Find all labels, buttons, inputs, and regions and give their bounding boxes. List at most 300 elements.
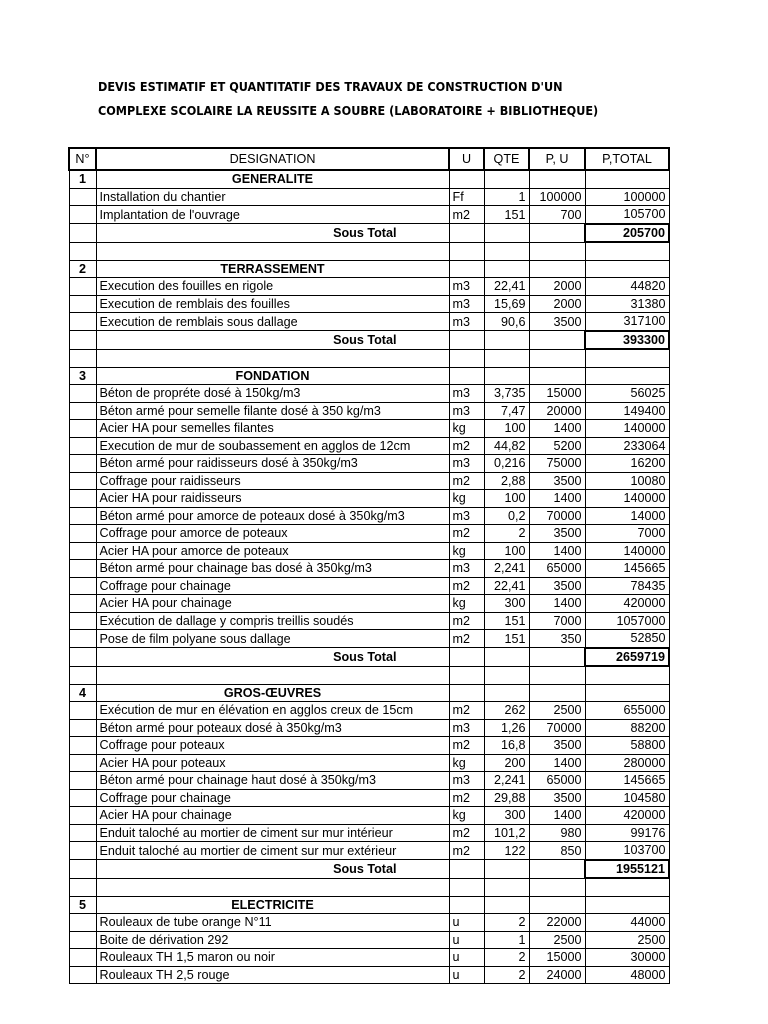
table-row — [69, 931, 669, 949]
item-quantity: 15,69 — [484, 295, 529, 313]
item-quantity: 1 — [484, 931, 529, 949]
item-unit-price: 70000 — [529, 507, 585, 525]
item-quantity: 22,41 — [484, 278, 529, 296]
item-quantity: 101,2 — [484, 824, 529, 842]
item-unit-price: 75000 — [529, 455, 585, 473]
item-designation: Execution de remblais des fouilles — [96, 295, 449, 313]
empty-cell — [69, 595, 96, 613]
table-row — [69, 525, 669, 543]
empty-cell — [529, 260, 585, 278]
item-quantity: 2 — [484, 914, 529, 932]
table-row — [69, 313, 669, 331]
empty-cell — [449, 170, 484, 188]
item-designation: Exécution de mur en élévation en agglos creux de 15cm — [96, 702, 449, 720]
empty-cell — [585, 684, 669, 702]
item-unit: m2 — [449, 437, 484, 455]
item-designation: Acier HA pour chainage — [96, 595, 449, 613]
empty-cell — [69, 188, 96, 206]
table-row — [69, 278, 669, 296]
item-designation: Pose de film polyane sous dallage — [96, 630, 449, 648]
item-designation: Execution de mur de soubassement en agglos de 12cm — [96, 437, 449, 455]
item-total-price: 140000 — [585, 542, 669, 560]
table-row — [69, 595, 669, 613]
item-designation: Boite de dérivation 292 — [96, 931, 449, 949]
table-row — [69, 420, 669, 438]
header-total-price: P,TOTAL — [585, 148, 669, 170]
item-unit: u — [449, 931, 484, 949]
empty-cell — [69, 402, 96, 420]
spacer-cell — [585, 349, 669, 367]
item-unit: m2 — [449, 702, 484, 720]
item-total-price: 103700 — [585, 842, 669, 860]
empty-cell — [69, 737, 96, 755]
item-quantity: 7,47 — [484, 402, 529, 420]
item-designation: Béton armé pour amorce de poteaux dosé à 350kg/m3 — [96, 507, 449, 525]
item-unit-price: 3500 — [529, 577, 585, 595]
item-designation: Acier HA pour chainage — [96, 807, 449, 825]
item-quantity: 100 — [484, 420, 529, 438]
empty-cell — [69, 560, 96, 578]
subtotal-label: Sous Total — [96, 860, 449, 879]
item-designation: Béton de propréte dosé à 150kg/m3 — [96, 385, 449, 403]
subtotal-value: 393300 — [585, 331, 669, 350]
item-quantity: 44,82 — [484, 437, 529, 455]
table-row — [69, 824, 669, 842]
item-unit-price: 1400 — [529, 420, 585, 438]
spacer-cell — [96, 878, 449, 896]
spacer-cell — [529, 666, 585, 684]
item-designation: Execution de remblais sous dallage — [96, 313, 449, 331]
item-quantity: 151 — [484, 206, 529, 224]
item-total-price: 140000 — [585, 490, 669, 508]
item-total-price: 99176 — [585, 824, 669, 842]
section-number: 2 — [69, 260, 96, 278]
item-designation: Acier HA pour semelles filantes — [96, 420, 449, 438]
item-unit-price: 350 — [529, 630, 585, 648]
section-spacer — [69, 242, 669, 260]
empty-cell — [585, 260, 669, 278]
header-unit: U — [449, 148, 484, 170]
item-designation: Coffrage pour raidisseurs — [96, 472, 449, 490]
header-num: N° — [69, 148, 96, 170]
item-designation: Implantation de l'ouvrage — [96, 206, 449, 224]
empty-cell — [69, 702, 96, 720]
item-total-price: 88200 — [585, 719, 669, 737]
item-designation: Béton armé pour chainage haut dosé à 350kg/m3 — [96, 772, 449, 790]
item-unit-price: 850 — [529, 842, 585, 860]
subtotal-value: 2659719 — [585, 648, 669, 667]
item-unit-price: 22000 — [529, 914, 585, 932]
item-unit-price: 5200 — [529, 437, 585, 455]
table-row — [69, 188, 669, 206]
empty-cell — [69, 385, 96, 403]
table-row — [69, 807, 669, 825]
section-number: 4 — [69, 684, 96, 702]
item-unit: m2 — [449, 525, 484, 543]
empty-cell — [529, 170, 585, 188]
item-total-price: 58800 — [585, 737, 669, 755]
empty-cell — [449, 224, 484, 243]
empty-cell — [69, 860, 96, 879]
item-total-price: 44820 — [585, 278, 669, 296]
item-quantity: 1,26 — [484, 719, 529, 737]
section-spacer — [69, 666, 669, 684]
item-unit: m3 — [449, 295, 484, 313]
document-title-line-1: DEVIS ESTIMATIF ET QUANTITATIF DES TRAVAUX DE CONSTRUCTION D'UN — [98, 79, 563, 94]
empty-cell — [484, 367, 529, 385]
spacer-cell — [69, 878, 96, 896]
empty-cell — [484, 224, 529, 243]
spacer-cell — [484, 242, 529, 260]
spacer-cell — [529, 242, 585, 260]
item-unit-price: 100000 — [529, 188, 585, 206]
item-unit: Ff — [449, 188, 484, 206]
empty-cell — [529, 367, 585, 385]
item-unit: m2 — [449, 630, 484, 648]
empty-cell — [529, 224, 585, 243]
item-total-price: 140000 — [585, 420, 669, 438]
table-row — [69, 737, 669, 755]
section-header-row — [69, 260, 669, 278]
item-unit: u — [449, 949, 484, 967]
empty-cell — [69, 224, 96, 243]
item-total-price: 233064 — [585, 437, 669, 455]
item-quantity: 300 — [484, 595, 529, 613]
empty-cell — [69, 331, 96, 350]
subtotal-row — [69, 331, 669, 350]
table-row — [69, 914, 669, 932]
table-body — [69, 170, 669, 984]
item-unit: kg — [449, 807, 484, 825]
document-title-line-2: COMPLEXE SCOLAIRE LA REUSSITE A SOUBRE (LABORATOIRE + BIBLIOTHEQUE) — [98, 103, 599, 118]
section-header-row — [69, 684, 669, 702]
item-unit: m2 — [449, 206, 484, 224]
item-designation: Execution des fouilles en rigole — [96, 278, 449, 296]
item-total-price: 149400 — [585, 402, 669, 420]
empty-cell — [484, 648, 529, 667]
spacer-cell — [585, 878, 669, 896]
empty-cell — [449, 648, 484, 667]
spacer-cell — [96, 666, 449, 684]
section-header-row — [69, 367, 669, 385]
spacer-cell — [529, 349, 585, 367]
item-unit-price: 70000 — [529, 719, 585, 737]
spacer-cell — [449, 242, 484, 260]
empty-cell — [484, 684, 529, 702]
empty-cell — [484, 860, 529, 879]
item-total-price: 31380 — [585, 295, 669, 313]
spacer-cell — [585, 666, 669, 684]
item-unit: m3 — [449, 560, 484, 578]
table-header-row — [69, 148, 669, 170]
section-name: ELECTRICITE — [96, 896, 449, 914]
item-unit-price: 3500 — [529, 789, 585, 807]
item-unit: m3 — [449, 772, 484, 790]
empty-cell — [69, 648, 96, 667]
spacer-cell — [484, 349, 529, 367]
item-designation: Acier HA pour amorce de poteaux — [96, 542, 449, 560]
empty-cell — [484, 170, 529, 188]
table-row — [69, 542, 669, 560]
table-row — [69, 966, 669, 984]
item-unit: m3 — [449, 313, 484, 331]
item-unit-price: 1400 — [529, 754, 585, 772]
section-number: 5 — [69, 896, 96, 914]
empty-cell — [585, 367, 669, 385]
item-quantity: 1 — [484, 188, 529, 206]
subtotal-label: Sous Total — [96, 648, 449, 667]
empty-cell — [69, 577, 96, 595]
table-row — [69, 472, 669, 490]
spacer-cell — [449, 878, 484, 896]
item-quantity: 151 — [484, 612, 529, 630]
empty-cell — [585, 896, 669, 914]
empty-cell — [449, 684, 484, 702]
item-quantity: 2 — [484, 966, 529, 984]
item-quantity: 90,6 — [484, 313, 529, 331]
item-unit-price: 1400 — [529, 542, 585, 560]
item-designation: Coffrage pour chainage — [96, 577, 449, 595]
item-quantity: 29,88 — [484, 789, 529, 807]
item-total-price: 420000 — [585, 595, 669, 613]
empty-cell — [484, 260, 529, 278]
item-total-price: 52850 — [585, 630, 669, 648]
item-total-price: 420000 — [585, 807, 669, 825]
empty-cell — [69, 824, 96, 842]
item-unit: m3 — [449, 455, 484, 473]
subtotal-row — [69, 860, 669, 879]
table-row — [69, 455, 669, 473]
item-total-price: 280000 — [585, 754, 669, 772]
item-unit: kg — [449, 542, 484, 560]
item-unit: u — [449, 966, 484, 984]
spacer-cell — [69, 666, 96, 684]
item-unit: m2 — [449, 824, 484, 842]
section-name: TERRASSEMENT — [96, 260, 449, 278]
empty-cell — [69, 842, 96, 860]
empty-cell — [69, 612, 96, 630]
item-quantity: 151 — [484, 630, 529, 648]
item-unit-price: 24000 — [529, 966, 585, 984]
subtotal-value: 1955121 — [585, 860, 669, 879]
table-row — [69, 630, 669, 648]
header-quantity: QTE — [484, 148, 529, 170]
item-unit: m3 — [449, 507, 484, 525]
item-designation: Rouleaux de tube orange N°11 — [96, 914, 449, 932]
item-total-price: 104580 — [585, 789, 669, 807]
subtotal-label: Sous Total — [96, 331, 449, 350]
empty-cell — [69, 455, 96, 473]
item-total-price: 48000 — [585, 966, 669, 984]
empty-cell — [529, 860, 585, 879]
item-total-price: 100000 — [585, 188, 669, 206]
table-row — [69, 206, 669, 224]
header-designation: DESIGNATION — [96, 148, 449, 170]
item-unit: kg — [449, 420, 484, 438]
empty-cell — [69, 420, 96, 438]
empty-cell — [69, 278, 96, 296]
item-unit-price: 3500 — [529, 313, 585, 331]
subtotal-row — [69, 224, 669, 243]
table-row — [69, 385, 669, 403]
section-name: GENERALITE — [96, 170, 449, 188]
empty-cell — [69, 295, 96, 313]
item-designation: Béton armé pour semelle filante dosé à 350 kg/m3 — [96, 402, 449, 420]
empty-cell — [69, 525, 96, 543]
table-row — [69, 402, 669, 420]
item-unit: m3 — [449, 719, 484, 737]
item-unit: m3 — [449, 278, 484, 296]
section-spacer — [69, 878, 669, 896]
item-unit-price: 65000 — [529, 772, 585, 790]
item-unit: m2 — [449, 612, 484, 630]
item-unit: u — [449, 914, 484, 932]
item-unit-price: 15000 — [529, 385, 585, 403]
table-row — [69, 772, 669, 790]
item-quantity: 0,216 — [484, 455, 529, 473]
item-quantity: 2 — [484, 949, 529, 967]
empty-cell — [484, 331, 529, 350]
section-number: 3 — [69, 367, 96, 385]
section-number: 1 — [69, 170, 96, 188]
item-total-price: 105700 — [585, 206, 669, 224]
item-designation: Rouleaux TH 1,5 maron ou noir — [96, 949, 449, 967]
item-unit: m2 — [449, 737, 484, 755]
table-row — [69, 702, 669, 720]
item-total-price: 44000 — [585, 914, 669, 932]
item-unit-price: 20000 — [529, 402, 585, 420]
empty-cell — [69, 789, 96, 807]
empty-cell — [69, 949, 96, 967]
subtotal-row — [69, 648, 669, 667]
item-unit: m2 — [449, 472, 484, 490]
section-header-row — [69, 896, 669, 914]
item-total-price: 145665 — [585, 772, 669, 790]
empty-cell — [69, 490, 96, 508]
item-unit-price: 1400 — [529, 807, 585, 825]
empty-cell — [69, 206, 96, 224]
item-designation: Coffrage pour chainage — [96, 789, 449, 807]
subtotal-label: Sous Total — [96, 224, 449, 243]
empty-cell — [69, 966, 96, 984]
item-designation: Béton armé pour poteaux dosé à 350kg/m3 — [96, 719, 449, 737]
spacer-cell — [484, 878, 529, 896]
spacer-cell — [585, 242, 669, 260]
item-unit-price: 700 — [529, 206, 585, 224]
item-unit-price: 2000 — [529, 278, 585, 296]
empty-cell — [69, 630, 96, 648]
item-unit: m3 — [449, 385, 484, 403]
item-quantity: 300 — [484, 807, 529, 825]
item-quantity: 100 — [484, 542, 529, 560]
item-quantity: 100 — [484, 490, 529, 508]
item-quantity: 262 — [484, 702, 529, 720]
item-total-price: 30000 — [585, 949, 669, 967]
item-designation: Coffrage pour amorce de poteaux — [96, 525, 449, 543]
empty-cell — [529, 648, 585, 667]
item-quantity: 2,88 — [484, 472, 529, 490]
item-unit-price: 65000 — [529, 560, 585, 578]
item-total-price: 7000 — [585, 525, 669, 543]
table-row — [69, 719, 669, 737]
table-row — [69, 507, 669, 525]
item-unit-price: 1400 — [529, 595, 585, 613]
header-unit-price: P, U — [529, 148, 585, 170]
empty-cell — [449, 260, 484, 278]
empty-cell — [69, 914, 96, 932]
empty-cell — [449, 896, 484, 914]
item-quantity: 22,41 — [484, 577, 529, 595]
empty-cell — [449, 331, 484, 350]
table-row — [69, 295, 669, 313]
empty-cell — [69, 772, 96, 790]
item-designation: Acier HA pour poteaux — [96, 754, 449, 772]
empty-cell — [69, 313, 96, 331]
table-row — [69, 949, 669, 967]
item-designation: Installation du chantier — [96, 188, 449, 206]
item-quantity: 16,8 — [484, 737, 529, 755]
empty-cell — [585, 170, 669, 188]
item-quantity: 200 — [484, 754, 529, 772]
item-total-price: 1057000 — [585, 612, 669, 630]
item-designation: Acier HA pour raidisseurs — [96, 490, 449, 508]
spacer-cell — [529, 878, 585, 896]
item-total-price: 16200 — [585, 455, 669, 473]
item-unit: kg — [449, 595, 484, 613]
item-quantity: 3,735 — [484, 385, 529, 403]
item-unit-price: 980 — [529, 824, 585, 842]
item-unit-price: 7000 — [529, 612, 585, 630]
item-unit: m2 — [449, 842, 484, 860]
item-total-price: 2500 — [585, 931, 669, 949]
table-row — [69, 560, 669, 578]
item-designation: Rouleaux TH 2,5 rouge — [96, 966, 449, 984]
section-spacer — [69, 349, 669, 367]
item-unit-price: 15000 — [529, 949, 585, 967]
item-quantity: 2,241 — [484, 772, 529, 790]
spacer-cell — [449, 349, 484, 367]
empty-cell — [69, 507, 96, 525]
item-unit-price: 2500 — [529, 931, 585, 949]
item-total-price: 655000 — [585, 702, 669, 720]
item-designation: Enduit taloché au mortier de ciment sur mur intérieur — [96, 824, 449, 842]
empty-cell — [449, 367, 484, 385]
item-total-price: 78435 — [585, 577, 669, 595]
empty-cell — [69, 472, 96, 490]
empty-cell — [529, 896, 585, 914]
spacer-cell — [69, 349, 96, 367]
spacer-cell — [449, 666, 484, 684]
empty-cell — [69, 754, 96, 772]
item-unit: kg — [449, 754, 484, 772]
table-row — [69, 842, 669, 860]
empty-cell — [69, 437, 96, 455]
item-unit: m2 — [449, 577, 484, 595]
item-unit-price: 1400 — [529, 490, 585, 508]
empty-cell — [69, 719, 96, 737]
item-quantity: 2,241 — [484, 560, 529, 578]
item-quantity: 122 — [484, 842, 529, 860]
empty-cell — [529, 331, 585, 350]
item-designation: Béton armé pour chainage bas dosé à 350kg/m3 — [96, 560, 449, 578]
table-row — [69, 437, 669, 455]
item-unit-price: 3500 — [529, 737, 585, 755]
item-unit-price: 2000 — [529, 295, 585, 313]
table-row — [69, 490, 669, 508]
spacer-cell — [96, 242, 449, 260]
empty-cell — [69, 542, 96, 560]
table-row — [69, 612, 669, 630]
